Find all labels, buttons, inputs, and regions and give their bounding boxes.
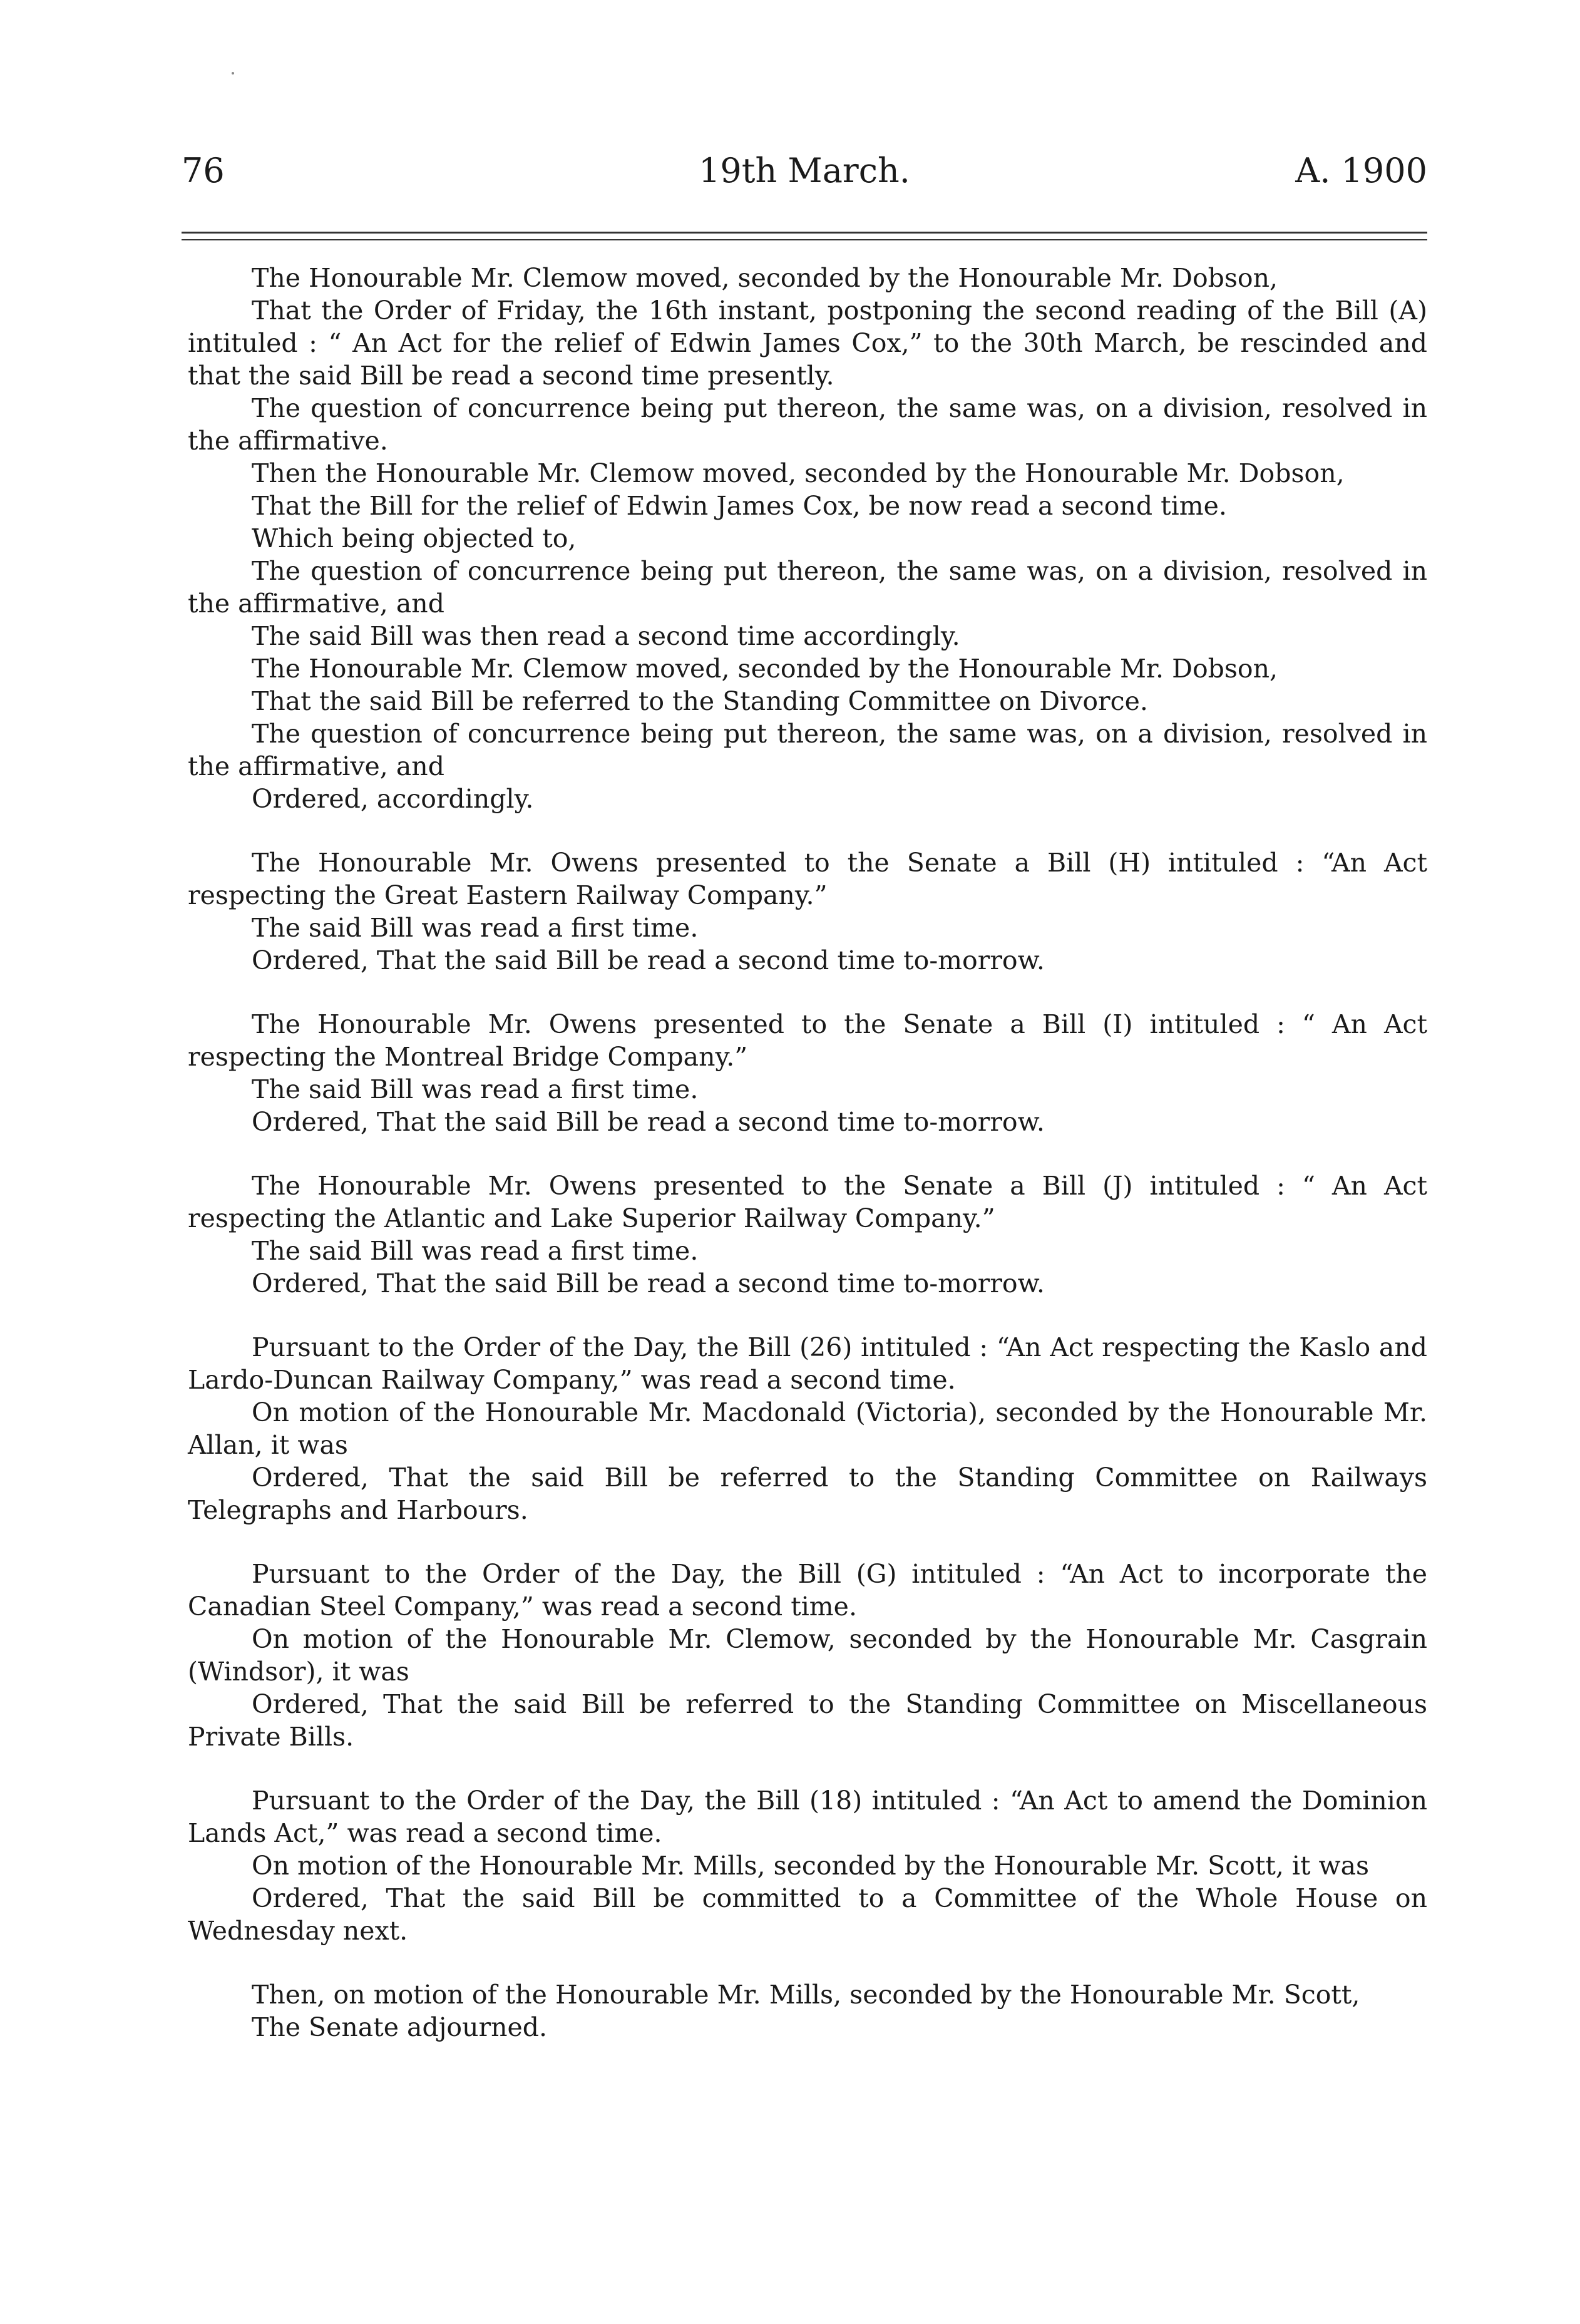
page-number: 76 (182, 151, 225, 190)
paragraph: The Honourable Mr. Owens presented to the Senate a Bill (H) intituled : “An Act respecting the Great Eastern Railway Company.” (188, 848, 1427, 910)
paragraph: The Honourable Mr. Owens presented to the Senate a Bill (I) intituled : “ An Act respecting the Montreal Bridge Company.” (188, 1009, 1427, 1072)
paragraph: That the Bill for the relief of Edwin James Cox, be now read a second time. (252, 491, 1227, 521)
header-year: A. 1900 (1295, 151, 1427, 190)
journal-body (188, 262, 1427, 2044)
paragraph: The Honourable Mr. Owens presented to the Senate a Bill (J) intituled : “ An Act respecting the Atlantic and Lake Superior Railway Company.” (188, 1171, 1427, 1233)
paragraph: Then the Honourable Mr. Clemow moved, seconded by the Honourable Mr. Dobson, (252, 458, 1345, 488)
paragraph: Pursuant to the Order of the Day, the Bill (18) intituled : “An Act to amend the Dominion Lands Act,” was read a second time. (188, 1786, 1427, 1848)
paragraph: Ordered, That the said Bill be read a second time to-morrow. (252, 1268, 1045, 1298)
paragraph: The Honourable Mr. Clemow moved, seconded by the Honourable Mr. Dobson, (252, 654, 1278, 684)
header-rule-top (182, 232, 1427, 234)
paragraph: On motion of the Honourable Mr. Macdonald (Victoria), seconded by the Honourable Mr. Allan, it was (188, 1397, 1427, 1460)
header-rule-bottom (182, 239, 1427, 240)
paragraph: That the said Bill be referred to the Standing Committee on Divorce. (252, 686, 1148, 716)
paragraph: The question of concurrence being put thereon, the same was, on a division, resolved in the affirmative. (188, 393, 1427, 456)
paragraph: Which being objected to, (252, 523, 577, 553)
paragraph: The said Bill was then read a second time accordingly. (252, 621, 960, 651)
paragraph: Then, on motion of the Honourable Mr. Mills, seconded by the Honourable Mr. Scott, (252, 1980, 1360, 2010)
paragraph: The question of concurrence being put thereon, the same was, on a division, resolved in the affirmative, and (188, 719, 1427, 781)
stray-mark (232, 72, 234, 75)
paragraph: The said Bill was read a first time. (252, 1236, 699, 1266)
paragraph: Pursuant to the Order of the Day, the Bill (26) intituled : “An Act respecting the Kaslo and Lardo-Duncan Railway Company,” was read a second time. (188, 1332, 1427, 1395)
paragraph: Ordered, That the said Bill be read a second time to-morrow. (252, 1107, 1045, 1137)
paragraph: Ordered, That the said Bill be referred to the Standing Committee on Railways Telegraphs and Harbours. (188, 1463, 1427, 1525)
paragraph: Ordered, That the said Bill be read a second time to-morrow. (252, 945, 1045, 975)
paragraph: Ordered, That the said Bill be referred to the Standing Committee on Miscellaneous Private Bills. (188, 1689, 1427, 1752)
paragraph: Pursuant to the Order of the Day, the Bill (G) intituled : “An Act to incorporate the Canadian Steel Company,” was read a second time. (188, 1559, 1427, 1622)
paragraph: Ordered, That the said Bill be committed to a Committee of the Whole House on Wednesday next. (188, 1883, 1427, 1946)
paragraph: That the Order of Friday, the 16th instant, postponing the second reading of the Bill (A) intituled : “ An Act for the relief of Edwin James Cox,” to the 30th March, be rescinded and that the said Bill be read a second time presently. (188, 296, 1427, 391)
paragraph: The Honourable Mr. Clemow moved, seconded by the Honourable Mr. Dobson, (252, 263, 1278, 293)
paragraph: The said Bill was read a first time. (252, 1074, 699, 1104)
paragraph: The Senate adjourned. (252, 2012, 548, 2042)
paragraph: The said Bill was read a first time. (252, 913, 699, 943)
paragraph: On motion of the Honourable Mr. Mills, seconded by the Honourable Mr. Scott, it was (252, 1851, 1370, 1881)
page-header (182, 143, 1427, 199)
paragraph: Ordered, accordingly. (252, 784, 534, 814)
header-date: 19th March. (699, 151, 910, 190)
paragraph: On motion of the Honourable Mr. Clemow, seconded by the Honourable Mr. Casgrain (Windsor), it was (188, 1624, 1427, 1687)
paragraph: The question of concurrence being put thereon, the same was, on a division, resolved in the affirmative, and (188, 556, 1427, 619)
